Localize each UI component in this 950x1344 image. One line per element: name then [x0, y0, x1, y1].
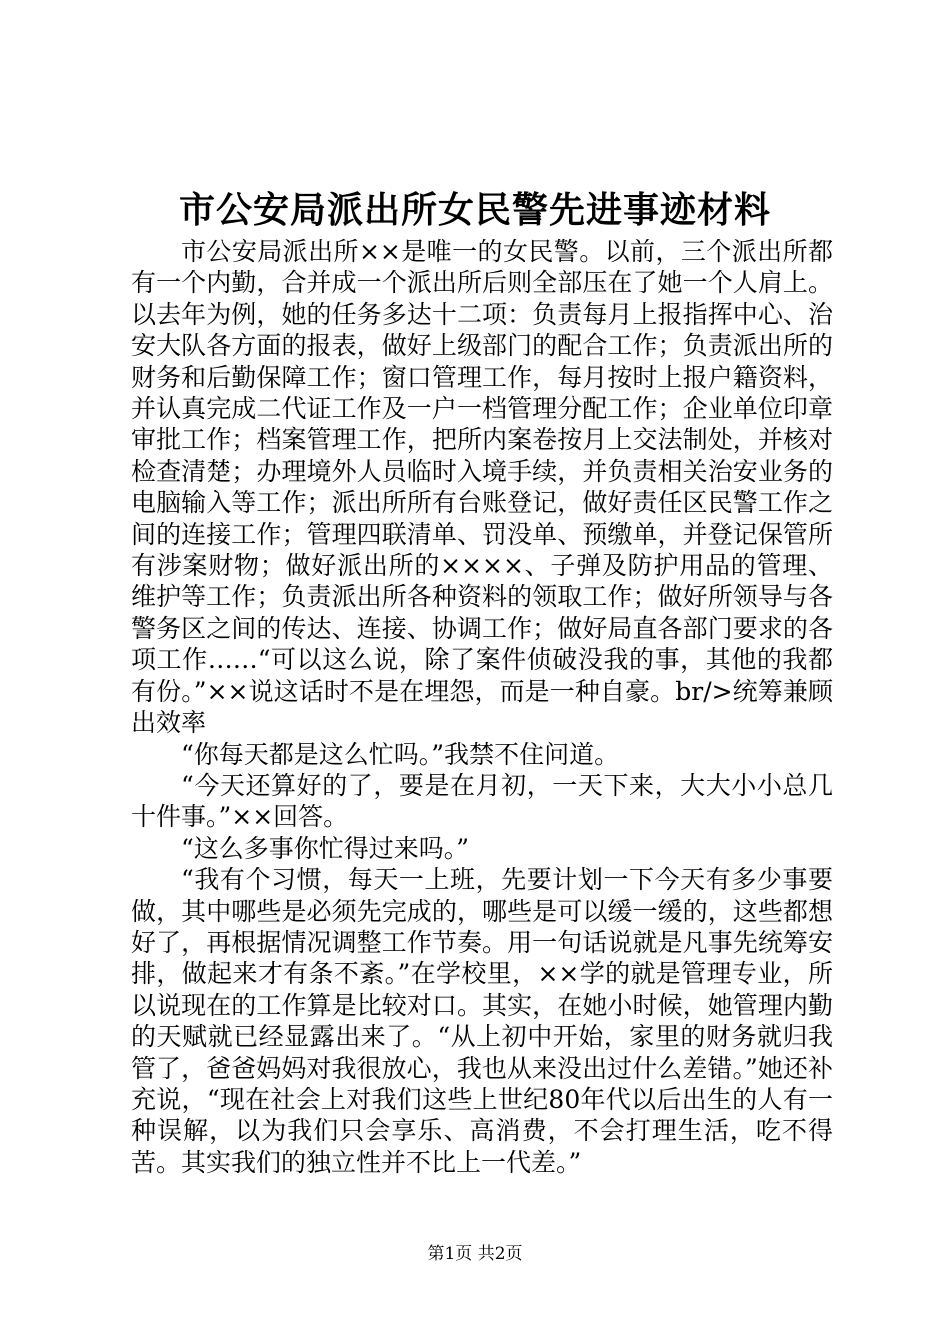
- paragraph-2: “你每天都是这么忙吗。”我禁不住问道。: [181, 739, 620, 769]
- document-body: [131, 236, 833, 1178]
- paragraph-3: “今天还算好的了，要是在月初，一天下来，大大小小总几十件事。”××回答。: [131, 770, 833, 832]
- paragraph-5: “我有个习惯，每天一上班，先要计划一下今天有多少事要做，其中哪些是必须先完成的，哪些是可以缓一缓的，这些都想好了，再根据情况调整工作节奏。用一句话说就是凡事先统筹安排，做起来才有条不紊。”在学校里，××学的就是管理专业，所以说现在的工作算是比较对口。其实，在她小时候，她管理内勤的天赋就已经显露出来了。“从上初中开始，家里的财务就归我管了，爸爸妈妈对我很放心，我也从来没出过什么差错。”她还补充说，“现在社会上对我们这些上世纪80年代以后出生的人有一种误解，以为我们只会享乐、高消费，不会打理生活，吃不得苦。其实我们的独立性并不比上一代差。”: [131, 865, 833, 1177]
- paragraph-4: “这么多事你忙得过来吗。”: [181, 833, 470, 863]
- document-title: 市公安局派出所女民警先进事迹材料: [178, 189, 771, 231]
- paragraph-1: 市公安局派出所××是唯一的女民警。以前，三个派出所都有一个内勤，合并成一个派出所后则全部压在了她一个人肩上。以去年为例，她的任务多达十二项：负责每月上报指挥中心、治安大队各方面的报表，做好上级部门的配合工作；负责派出所的财务和后勤保障工作；窗口管理工作，每月按时上报户籍资料，并认真完成二代证工作及一户一档管理分配工作；企业单位印章审批工作；档案管理工作，把所内案卷按月上交法制处，并核对检查清楚；办理境外人员临时入境手续，并负责相关治安业务的电脑输入等工作；派出所所有台账登记，做好责任区民警工作之间的连接工作；管理四联清单、罚没单、预缴单，并登记保管所有涉案财物；做好派出所的××××、子弹及防护用品的管理、维护等工作；负责派出所各种资料的领取工作；做好所领导与各警务区之间的传达、连接、协调工作；做好局直各部门要求的各项工作……“可以这么说，除了案件侦破没我的事，其他的我都有份。”××说这话时不是在埋怨，而是一种自豪。br/>统筹兼顾出效率: [131, 237, 833, 738]
- page-number-footer: 第1页 共2页: [427, 1244, 523, 1264]
